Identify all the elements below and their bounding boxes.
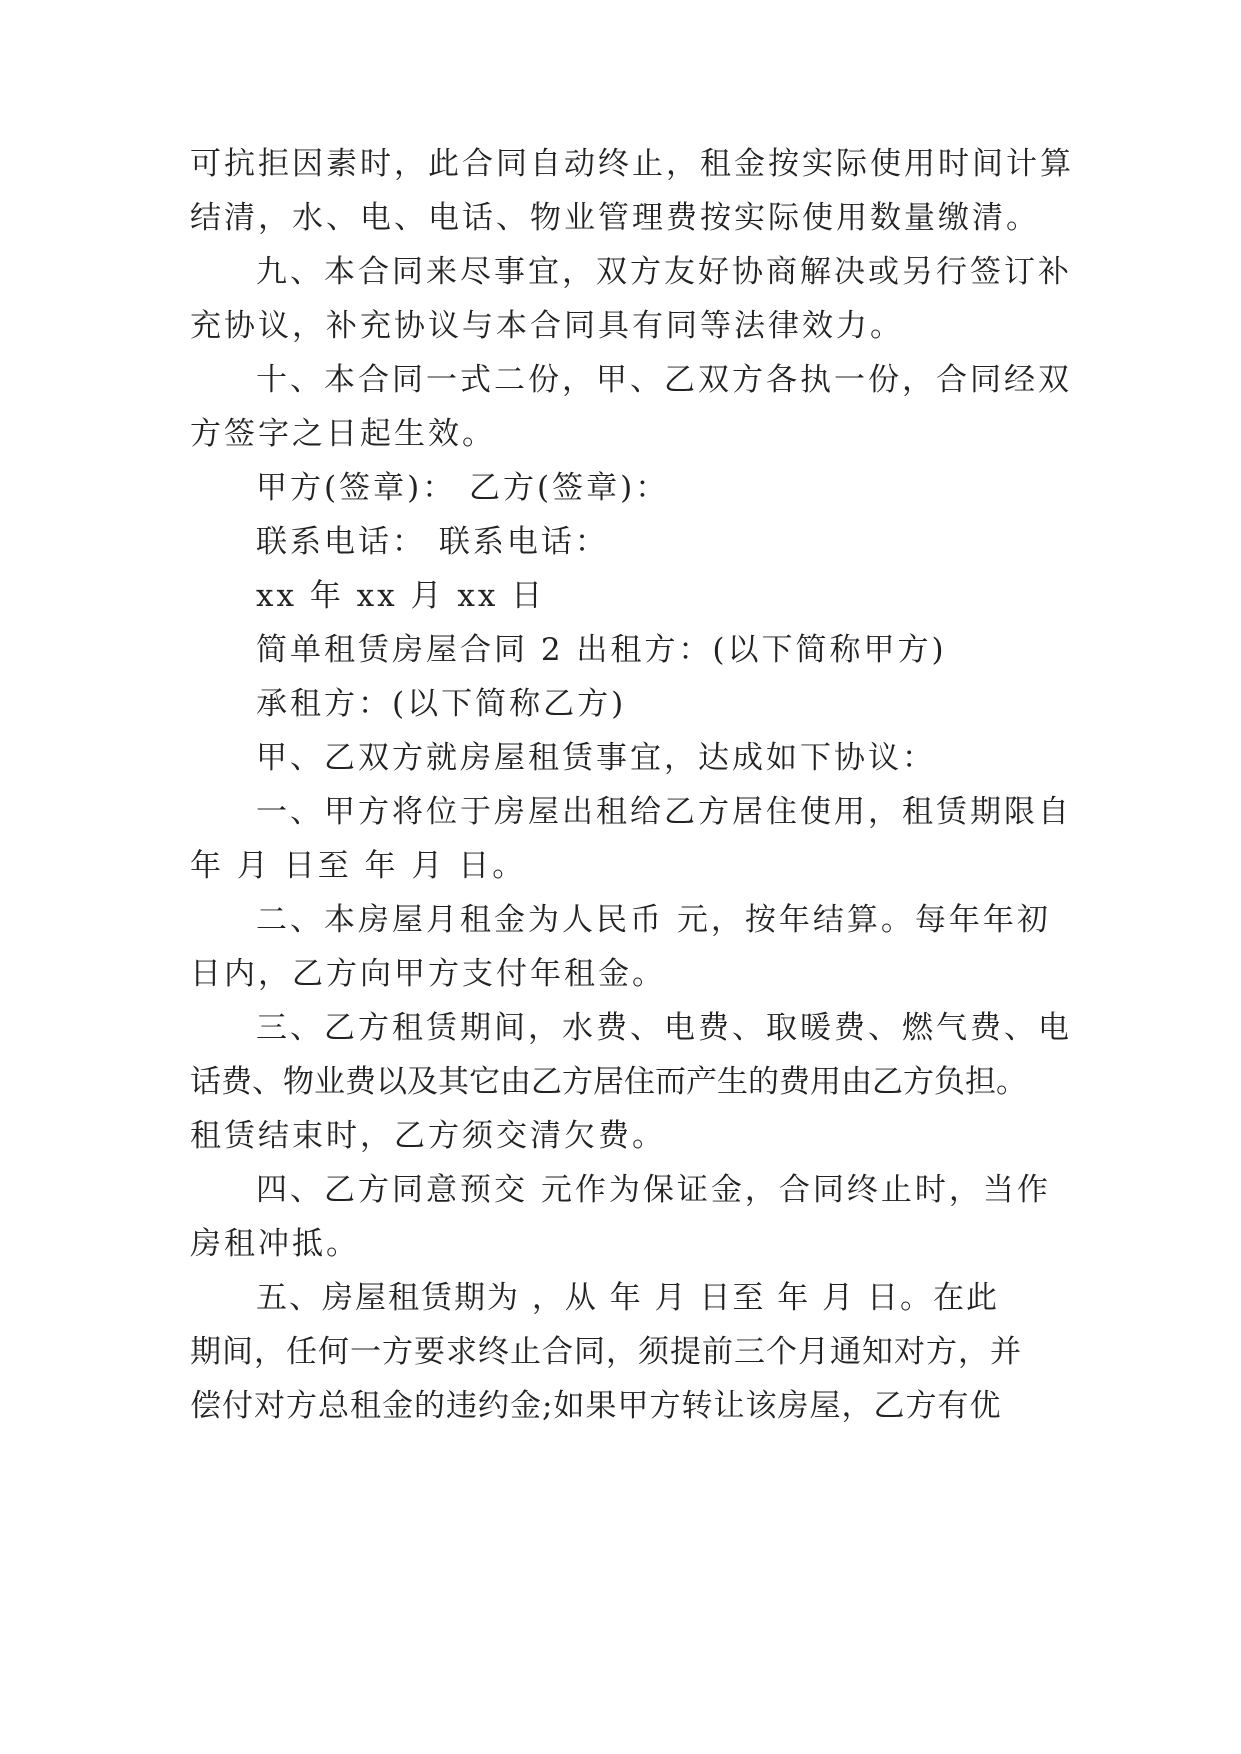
text-line: 期间，任何一方要求终止合同，须提前三个月通知对方，并 <box>190 1334 1022 1370</box>
text-line: 一、甲方将位于房屋出租给乙方居住使用，租赁期限自 <box>256 794 1072 830</box>
text-line: 五、房屋租赁期为 ，从 年 月 日至 年 月 日。在此 <box>256 1280 999 1316</box>
tenant-line: 承租方：(以下简称乙方) <box>256 686 627 722</box>
text-line: 年 月 日至 年 月 日。 <box>190 848 527 884</box>
text-line: 方签字之日起生效。 <box>190 416 496 452</box>
text-line: 二、本房屋月租金为人民币 元，按年结算。每年年初 <box>256 902 1051 938</box>
text-line: 话费、物业费以及其它由乙方居住而产生的费用由乙方负担。 <box>190 1064 1027 1100</box>
contact-phone-line: 联系电话： 联系电话： <box>256 524 609 560</box>
text-line: 可抗拒因素时，此合同自动终止，租金按实际使用时间计算 <box>190 146 1074 182</box>
signature-line: 甲方(签章)： 乙方(签章)： <box>256 470 670 506</box>
text-line: 租赁结束时，乙方须交清欠费。 <box>190 1118 666 1154</box>
text-line: 十、本合同一式二份，甲、乙双方各执一份，合同经双 <box>256 362 1072 398</box>
text-line: 充协议，补充协议与本合同具有同等法律效力。 <box>190 308 904 344</box>
text-line: 九、本合同来尽事宜，双方友好协商解决或另行签订补 <box>256 254 1072 290</box>
text-line: 房租冲抵。 <box>190 1226 360 1262</box>
text-line: 三、乙方租赁期间，水费、电费、取暖费、燃气费、电 <box>256 1010 1072 1046</box>
text-line: 甲、乙双方就房屋租赁事宜，达成如下协议： <box>256 740 936 776</box>
contract-title-line: 简单租赁房屋合同 2 出租方：(以下简称甲方) <box>256 632 947 668</box>
text-line: 日内，乙方向甲方支付年租金。 <box>190 956 666 992</box>
text-line: 结清，水、电、电话、物业管理费按实际使用数量缴清。 <box>190 200 1040 236</box>
text-line: 四、乙方同意预交 元作为保证金，合同终止时，当作 <box>256 1172 1051 1208</box>
date-line: xx 年 xx 月 xx 日 <box>256 578 546 614</box>
text-line: 偿付对方总租金的违约金;如果甲方转让该房屋，乙方有优 <box>190 1388 1002 1424</box>
